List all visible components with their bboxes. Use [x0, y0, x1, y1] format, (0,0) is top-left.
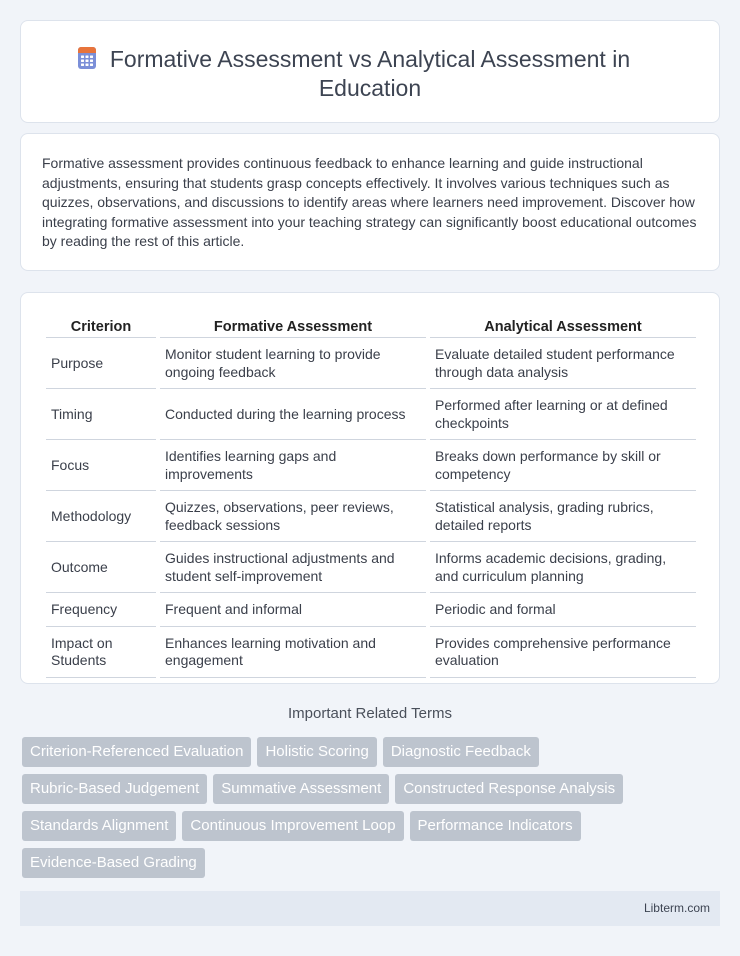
analytical-cell: Evaluate detailed student performance through data analysis	[430, 338, 696, 389]
header-card	[20, 20, 720, 123]
formative-cell: Identifies learning gaps and improvements	[160, 440, 426, 491]
analytical-cell: Periodic and formal	[430, 593, 696, 627]
related-term-tag[interactable]: Criterion-Referenced Evaluation	[22, 737, 251, 767]
intro-text: Formative assessment provides continuous feedback to enhance learning and guide instructional adjustments, ensuring that students grasp concepts effectively. It involves various techniques such as quizzes, observations, and discussions to identify areas where learners need improvement. Discover how integrating formative assessment into your teaching strategy can significantly boost educational outcomes by reading the rest of this article.	[42, 155, 697, 250]
related-term-tag[interactable]: Constructed Response Analysis	[395, 774, 623, 804]
related-terms-list	[22, 737, 682, 878]
related-term-tag[interactable]: Standards Alignment	[22, 811, 176, 841]
related-term-tag[interactable]: Holistic Scoring	[257, 737, 376, 767]
table-row	[46, 627, 696, 678]
footer	[20, 891, 720, 926]
table-row	[46, 440, 696, 491]
table-row	[46, 389, 696, 440]
criterion-cell: Frequency	[46, 593, 156, 627]
related-term-tag[interactable]: Performance Indicators	[410, 811, 581, 841]
table-row	[46, 542, 696, 593]
table-header-row	[46, 316, 696, 338]
intro-card	[20, 133, 720, 271]
table-row	[46, 338, 696, 389]
analytical-cell: Informs academic decisions, grading, and curriculum planning	[430, 542, 696, 593]
table-row	[46, 593, 696, 627]
related-terms-heading: Important Related Terms	[288, 705, 452, 722]
related-term-tag[interactable]: Diagnostic Feedback	[383, 737, 539, 767]
table-row	[46, 491, 696, 542]
analytical-cell: Provides comprehensive performance evaluation	[430, 627, 696, 678]
criterion-cell: Outcome	[46, 542, 156, 593]
comparison-table-card	[20, 292, 720, 684]
formative-cell: Guides instructional adjustments and student self-improvement	[160, 542, 426, 593]
criterion-cell: Impact on Students	[46, 627, 156, 678]
column-header-criterion: Criterion	[46, 316, 156, 338]
criterion-cell: Purpose	[46, 338, 156, 389]
formative-cell: Enhances learning motivation and engagement	[160, 627, 426, 678]
formative-cell: Frequent and informal	[160, 593, 426, 627]
related-term-tag[interactable]: Evidence-Based Grading	[22, 848, 205, 878]
analytical-cell: Statistical analysis, grading rubrics, detailed reports	[430, 491, 696, 542]
criterion-cell: Timing	[46, 389, 156, 440]
related-term-tag[interactable]: Continuous Improvement Loop	[182, 811, 403, 841]
comparison-table	[42, 316, 700, 678]
page-title: Formative Assessment vs Analytical Assessment in Education	[109, 46, 631, 101]
column-header-formative: Formative Assessment	[160, 316, 426, 338]
column-header-analytical: Analytical Assessment	[430, 316, 696, 338]
related-term-tag[interactable]: Summative Assessment	[213, 774, 389, 804]
formative-cell: Conducted during the learning process	[160, 389, 426, 440]
criterion-cell: Focus	[46, 440, 156, 491]
analytical-cell: Performed after learning or at defined checkpoints	[430, 389, 696, 440]
criterion-cell: Methodology	[46, 491, 156, 542]
analytical-cell: Breaks down performance by skill or competency	[430, 440, 696, 491]
related-term-tag[interactable]: Rubric-Based Judgement	[22, 774, 207, 804]
formative-cell: Monitor student learning to provide ongoing feedback	[160, 338, 426, 389]
footer-site-link[interactable]: Libterm.com	[643, 901, 710, 915]
formative-cell: Quizzes, observations, peer reviews, feedback sessions	[160, 491, 426, 542]
